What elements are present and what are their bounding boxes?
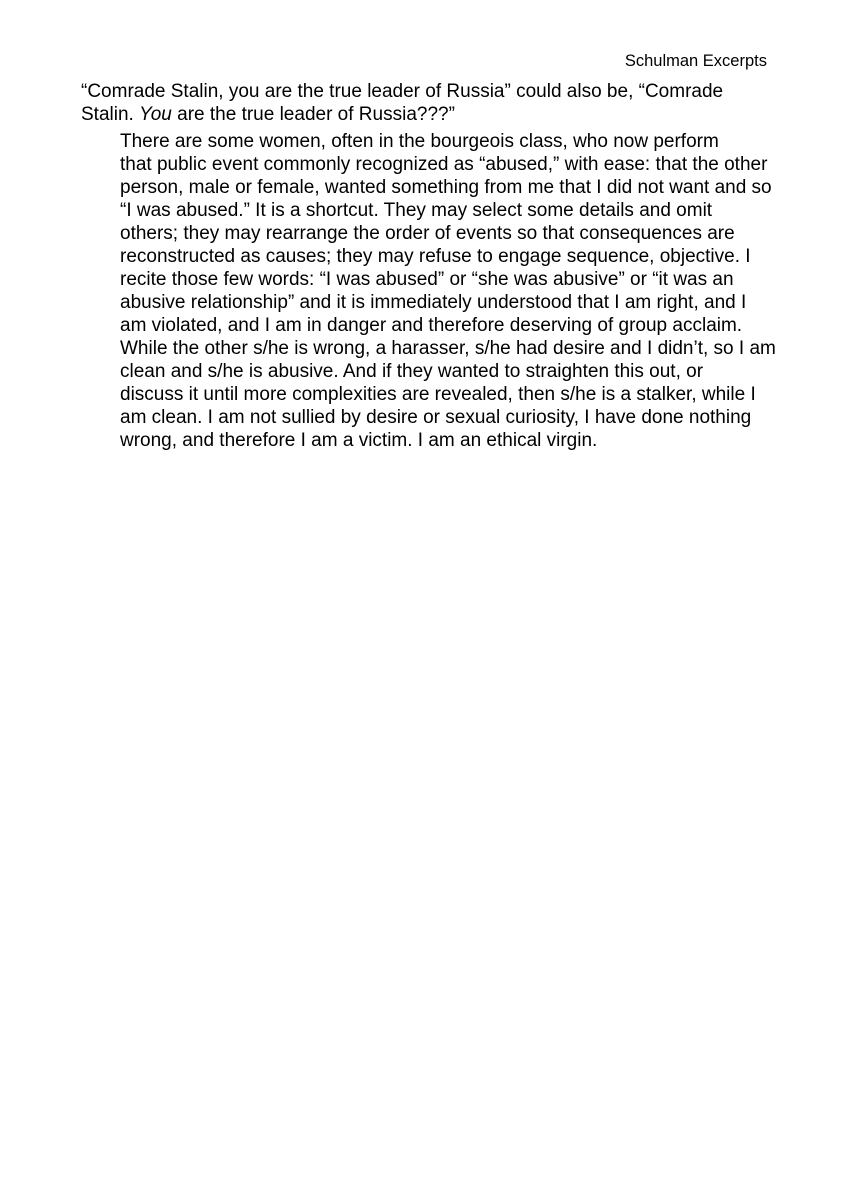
text-line: “Comrade Stalin, you are the true leader of Russia” could also be, “Comrade (81, 81, 724, 102)
text-line: “I was abused.” It is a shortcut. They may select some details and omit (120, 200, 713, 221)
text-line: am violated, and I am in danger and therefore deserving of group acclaim. (120, 315, 743, 336)
text-run: are the true leader of Russia???” (171, 104, 455, 125)
text-line: reconstructed as causes; they may refuse to engage sequence, objective. I (120, 246, 751, 267)
text-line: that public event commonly recognized as “abused,” with ease: that the other (120, 154, 768, 175)
text-line: others; they may rearrange the order of events so that consequences are (120, 223, 735, 244)
body-text (81, 80, 776, 456)
text-run: Stalin. (81, 104, 140, 125)
text-line: discuss it until more complexities are revealed, then s/he is a stalker, while I (120, 384, 756, 405)
text-line: While the other s/he is wrong, a harasser, s/he had desire and I didn’t, so I am (120, 338, 776, 359)
running-header: Schulman Excerpts (624, 52, 767, 70)
text-line: am clean. I am not sullied by desire or sexual curiosity, I have done nothing (120, 407, 752, 428)
text-line: wrong, and therefore I am a victim. I am an ethical virgin. (120, 430, 598, 451)
text-line (81, 103, 761, 126)
text-line: There are some women, often in the bourgeois class, who now perform (120, 131, 719, 152)
text-line: clean and s/he is abusive. And if they wanted to straighten this out, or (120, 361, 704, 382)
paragraph-2 (81, 130, 776, 452)
text-line: abusive relationship” and it is immediately understood that I am right, and I (120, 292, 747, 313)
text-line: recite those few words: “I was abused” or “she was abusive” or “it was an (120, 269, 734, 290)
emphasis-text: You (139, 104, 172, 125)
paragraph-1 (81, 80, 761, 126)
text-line: person, male or female, wanted something from me that I did not want and so (120, 177, 772, 198)
